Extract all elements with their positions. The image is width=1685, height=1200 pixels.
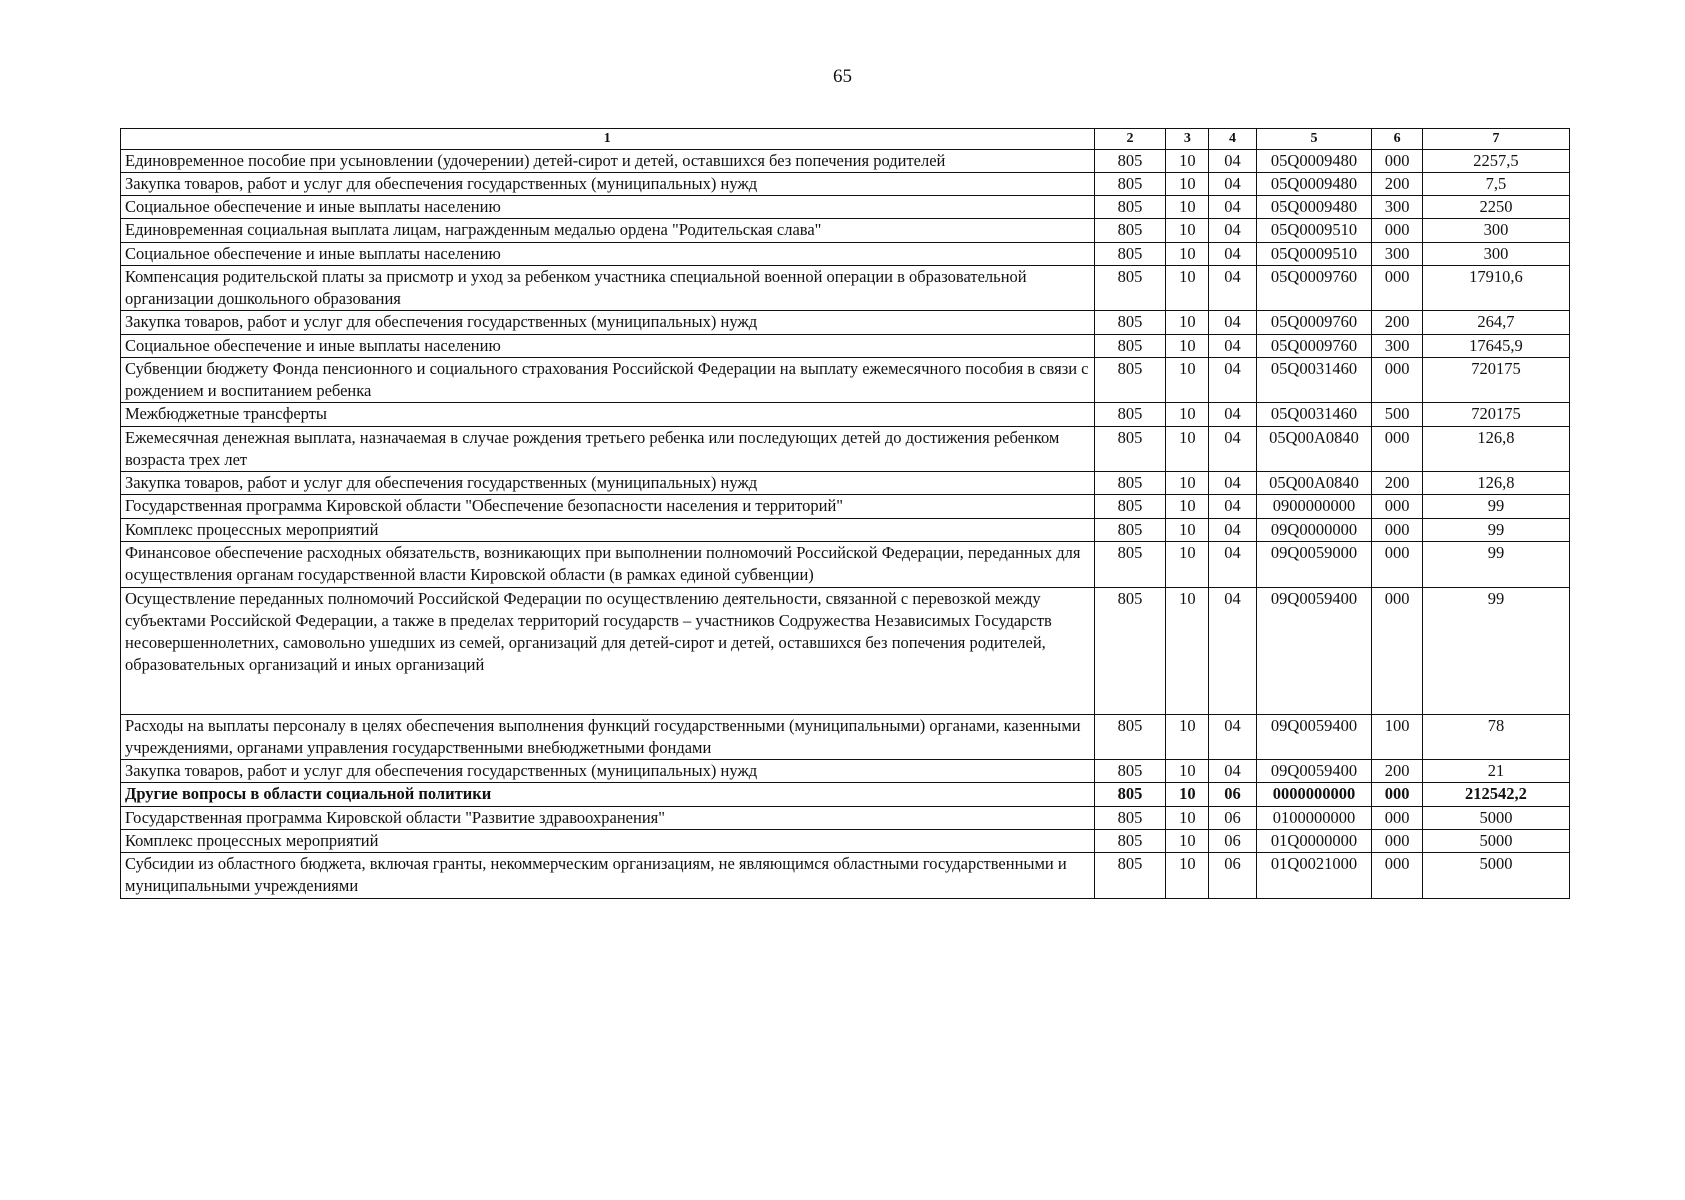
table-row — [121, 334, 1570, 357]
row-expense-type: 200 — [1372, 760, 1422, 783]
row-amount: 17645,9 — [1422, 334, 1569, 357]
row-amount: 99 — [1422, 495, 1569, 518]
row-expense-type: 000 — [1372, 357, 1422, 403]
table-row — [121, 426, 1570, 472]
table-body — [121, 149, 1570, 898]
row-target-article: 09Q0059400 — [1256, 587, 1372, 714]
table-row — [121, 265, 1570, 311]
row-section: 10 — [1166, 760, 1209, 783]
row-name: Финансовое обеспечение расходных обязательств, возникающих при выполнении полномочий Российской Федерации, переданных для осуществления органам государственной власти Кировской области (в рамках единой субвенции) — [121, 542, 1095, 588]
row-target-article: 0000000000 — [1256, 783, 1372, 806]
row-ministry-code: 805 — [1094, 542, 1166, 588]
row-expense-type: 000 — [1372, 587, 1422, 714]
row-section: 10 — [1166, 426, 1209, 472]
row-subsection: 06 — [1209, 806, 1256, 829]
row-section: 10 — [1166, 403, 1209, 426]
row-subsection: 04 — [1209, 587, 1256, 714]
row-ministry-code: 805 — [1094, 587, 1166, 714]
row-expense-type: 000 — [1372, 518, 1422, 541]
row-expense-type: 000 — [1372, 853, 1422, 899]
budget-table — [120, 128, 1570, 899]
row-subsection: 04 — [1209, 196, 1256, 219]
row-name: Закупка товаров, работ и услуг для обеспечения государственных (муниципальных) нужд — [121, 760, 1095, 783]
row-amount: 2257,5 — [1422, 149, 1569, 172]
row-section: 10 — [1166, 219, 1209, 242]
row-name: Другие вопросы в области социальной политики — [121, 783, 1095, 806]
row-subsection: 04 — [1209, 311, 1256, 334]
row-target-article: 05Q0031460 — [1256, 403, 1372, 426]
row-ministry-code: 805 — [1094, 196, 1166, 219]
row-subsection: 04 — [1209, 426, 1256, 472]
row-subsection: 04 — [1209, 714, 1256, 760]
row-ministry-code: 805 — [1094, 714, 1166, 760]
row-section: 10 — [1166, 495, 1209, 518]
row-target-article: 05Q0009760 — [1256, 265, 1372, 311]
row-name: Закупка товаров, работ и услуг для обеспечения государственных (муниципальных) нужд — [121, 311, 1095, 334]
table-row — [121, 196, 1570, 219]
row-amount: 126,8 — [1422, 426, 1569, 472]
header-col-1: 1 — [121, 129, 1095, 150]
table-row — [121, 357, 1570, 403]
row-name: Субсидии из областного бюджета, включая гранты, некоммерческим организациям, не являющимся областными государственными и муниципальными учреждениями — [121, 853, 1095, 899]
row-target-article: 05Q0031460 — [1256, 357, 1372, 403]
row-section: 10 — [1166, 518, 1209, 541]
row-section: 10 — [1166, 265, 1209, 311]
row-subsection: 04 — [1209, 518, 1256, 541]
header-col-2: 2 — [1094, 129, 1166, 150]
row-amount: 300 — [1422, 219, 1569, 242]
row-amount: 99 — [1422, 542, 1569, 588]
row-subsection: 04 — [1209, 403, 1256, 426]
row-amount: 126,8 — [1422, 472, 1569, 495]
row-target-article: 09Q0000000 — [1256, 518, 1372, 541]
row-subsection: 04 — [1209, 472, 1256, 495]
row-subsection: 04 — [1209, 542, 1256, 588]
row-target-article: 05Q0009760 — [1256, 311, 1372, 334]
row-expense-type: 000 — [1372, 783, 1422, 806]
row-target-article: 05Q0009510 — [1256, 219, 1372, 242]
table-row — [121, 472, 1570, 495]
row-ministry-code: 805 — [1094, 357, 1166, 403]
row-ministry-code: 805 — [1094, 426, 1166, 472]
row-target-article: 01Q0000000 — [1256, 829, 1372, 852]
row-amount: 5000 — [1422, 806, 1569, 829]
row-amount: 78 — [1422, 714, 1569, 760]
row-subsection: 04 — [1209, 172, 1256, 195]
table-row — [121, 714, 1570, 760]
row-section: 10 — [1166, 311, 1209, 334]
row-name: Единовременная социальная выплата лицам, награжденным медалью ордена "Родительская слава" — [121, 219, 1095, 242]
row-target-article: 09Q0059000 — [1256, 542, 1372, 588]
table-row — [121, 149, 1570, 172]
header-col-4: 4 — [1209, 129, 1256, 150]
row-expense-type: 300 — [1372, 242, 1422, 265]
header-col-7: 7 — [1422, 129, 1569, 150]
row-name: Социальное обеспечение и иные выплаты населению — [121, 334, 1095, 357]
row-section: 10 — [1166, 172, 1209, 195]
row-section: 10 — [1166, 149, 1209, 172]
row-expense-type: 500 — [1372, 403, 1422, 426]
row-amount: 21 — [1422, 760, 1569, 783]
header-row — [121, 129, 1570, 150]
row-amount: 99 — [1422, 518, 1569, 541]
table-row — [121, 495, 1570, 518]
row-amount: 99 — [1422, 587, 1569, 714]
table-row — [121, 829, 1570, 852]
row-ministry-code: 805 — [1094, 149, 1166, 172]
row-expense-type: 100 — [1372, 714, 1422, 760]
row-name: Ежемесячная денежная выплата, назначаемая в случае рождения третьего ребенка или последующих детей до достижения ребенком возраста трех лет — [121, 426, 1095, 472]
row-subsection: 04 — [1209, 219, 1256, 242]
row-ministry-code: 805 — [1094, 265, 1166, 311]
row-expense-type: 000 — [1372, 149, 1422, 172]
row-expense-type: 000 — [1372, 219, 1422, 242]
table-row — [121, 242, 1570, 265]
row-section: 10 — [1166, 783, 1209, 806]
row-ministry-code: 805 — [1094, 311, 1166, 334]
row-expense-type: 000 — [1372, 426, 1422, 472]
table-row — [121, 542, 1570, 588]
table-row — [121, 518, 1570, 541]
row-target-article: 05Q0009480 — [1256, 149, 1372, 172]
table-row — [121, 219, 1570, 242]
row-ministry-code: 805 — [1094, 518, 1166, 541]
row-section: 10 — [1166, 714, 1209, 760]
row-amount: 5000 — [1422, 853, 1569, 899]
row-name: Субвенции бюджету Фонда пенсионного и социального страхования Российской Федерации на выплату ежемесячного пособия в связи с рождением и воспитанием ребенка — [121, 357, 1095, 403]
row-subsection: 04 — [1209, 334, 1256, 357]
table-row — [121, 172, 1570, 195]
row-amount: 2250 — [1422, 196, 1569, 219]
row-expense-type: 200 — [1372, 172, 1422, 195]
row-subsection: 06 — [1209, 853, 1256, 899]
row-ministry-code: 805 — [1094, 829, 1166, 852]
row-target-article: 05Q0009480 — [1256, 172, 1372, 195]
row-target-article: 09Q0059400 — [1256, 760, 1372, 783]
table-row — [121, 311, 1570, 334]
row-ministry-code: 805 — [1094, 495, 1166, 518]
row-target-article: 05Q00A0840 — [1256, 426, 1372, 472]
table-row — [121, 853, 1570, 899]
row-expense-type: 000 — [1372, 495, 1422, 518]
row-name: Комплекс процессных мероприятий — [121, 829, 1095, 852]
row-target-article: 0100000000 — [1256, 806, 1372, 829]
table-row — [121, 760, 1570, 783]
row-subsection: 04 — [1209, 760, 1256, 783]
row-amount: 5000 — [1422, 829, 1569, 852]
row-expense-type: 300 — [1372, 334, 1422, 357]
row-expense-type: 000 — [1372, 806, 1422, 829]
header-col-6: 6 — [1372, 129, 1422, 150]
table-row — [121, 403, 1570, 426]
row-ministry-code: 805 — [1094, 806, 1166, 829]
row-amount: 212542,2 — [1422, 783, 1569, 806]
row-expense-type: 000 — [1372, 265, 1422, 311]
row-name: Расходы на выплаты персоналу в целях обеспечения выполнения функций государственными (муниципальными) органами, казенными учреждениями, органами управления государственными внебюджетными фондами — [121, 714, 1095, 760]
row-subsection: 06 — [1209, 783, 1256, 806]
table-row — [121, 806, 1570, 829]
row-name: Государственная программа Кировской области "Развитие здравоохранения" — [121, 806, 1095, 829]
row-target-article: 05Q00A0840 — [1256, 472, 1372, 495]
row-target-article: 09Q0059400 — [1256, 714, 1372, 760]
row-section: 10 — [1166, 542, 1209, 588]
row-ministry-code: 805 — [1094, 403, 1166, 426]
row-target-article: 01Q0021000 — [1256, 853, 1372, 899]
row-name: Осуществление переданных полномочий Российской Федерации по осуществлению деятельности, связанной с перевозкой между субъектами Российской Федерации, а также в пределах территорий государств – участников Содружества Независимых Государств несовершеннолетних, самовольно ушедших из семей, организаций для детей-сирот и детей, оставшихся без попечения родителей, образовательных организаций и иных организаций — [121, 587, 1095, 714]
row-target-article: 05Q0009510 — [1256, 242, 1372, 265]
row-ministry-code: 805 — [1094, 334, 1166, 357]
row-section: 10 — [1166, 242, 1209, 265]
row-ministry-code: 805 — [1094, 853, 1166, 899]
row-subsection: 06 — [1209, 829, 1256, 852]
row-ministry-code: 805 — [1094, 760, 1166, 783]
row-subsection: 04 — [1209, 495, 1256, 518]
row-name: Закупка товаров, работ и услуг для обеспечения государственных (муниципальных) нужд — [121, 172, 1095, 195]
row-section: 10 — [1166, 196, 1209, 219]
row-section: 10 — [1166, 472, 1209, 495]
row-name: Социальное обеспечение и иные выплаты населению — [121, 242, 1095, 265]
row-expense-type: 000 — [1372, 829, 1422, 852]
row-ministry-code: 805 — [1094, 242, 1166, 265]
row-target-article: 05Q0009760 — [1256, 334, 1372, 357]
row-expense-type: 300 — [1372, 196, 1422, 219]
row-section: 10 — [1166, 357, 1209, 403]
row-name: Социальное обеспечение и иные выплаты населению — [121, 196, 1095, 219]
row-subsection: 04 — [1209, 242, 1256, 265]
row-expense-type: 200 — [1372, 311, 1422, 334]
row-section: 10 — [1166, 587, 1209, 714]
row-section: 10 — [1166, 334, 1209, 357]
row-section: 10 — [1166, 829, 1209, 852]
row-ministry-code: 805 — [1094, 472, 1166, 495]
row-subsection: 04 — [1209, 149, 1256, 172]
table-row — [121, 587, 1570, 714]
row-amount: 720175 — [1422, 357, 1569, 403]
row-section: 10 — [1166, 806, 1209, 829]
row-name: Государственная программа Кировской области "Обеспечение безопасности населения и территорий" — [121, 495, 1095, 518]
row-ministry-code: 805 — [1094, 219, 1166, 242]
row-name: Комплекс процессных мероприятий — [121, 518, 1095, 541]
row-name: Межбюджетные трансферты — [121, 403, 1095, 426]
row-expense-type: 000 — [1372, 542, 1422, 588]
row-target-article: 05Q0009480 — [1256, 196, 1372, 219]
page-number: 65 — [833, 66, 852, 87]
row-expense-type: 200 — [1372, 472, 1422, 495]
row-ministry-code: 805 — [1094, 172, 1166, 195]
row-subsection: 04 — [1209, 265, 1256, 311]
row-target-article: 0900000000 — [1256, 495, 1372, 518]
row-name: Закупка товаров, работ и услуг для обеспечения государственных (муниципальных) нужд — [121, 472, 1095, 495]
row-amount: 7,5 — [1422, 172, 1569, 195]
row-ministry-code: 805 — [1094, 783, 1166, 806]
row-section: 10 — [1166, 853, 1209, 899]
row-name: Компенсация родительской платы за присмотр и уход за ребенком участника специальной военной операции в образовательной организации дошкольного образования — [121, 265, 1095, 311]
header-col-5: 5 — [1256, 129, 1372, 150]
row-amount: 264,7 — [1422, 311, 1569, 334]
row-amount: 300 — [1422, 242, 1569, 265]
row-subsection: 04 — [1209, 357, 1256, 403]
header-col-3: 3 — [1166, 129, 1209, 150]
row-name: Единовременное пособие при усыновлении (удочерении) детей-сирот и детей, оставшихся без попечения родителей — [121, 149, 1095, 172]
row-amount: 720175 — [1422, 403, 1569, 426]
table-row — [121, 783, 1570, 806]
row-amount: 17910,6 — [1422, 265, 1569, 311]
